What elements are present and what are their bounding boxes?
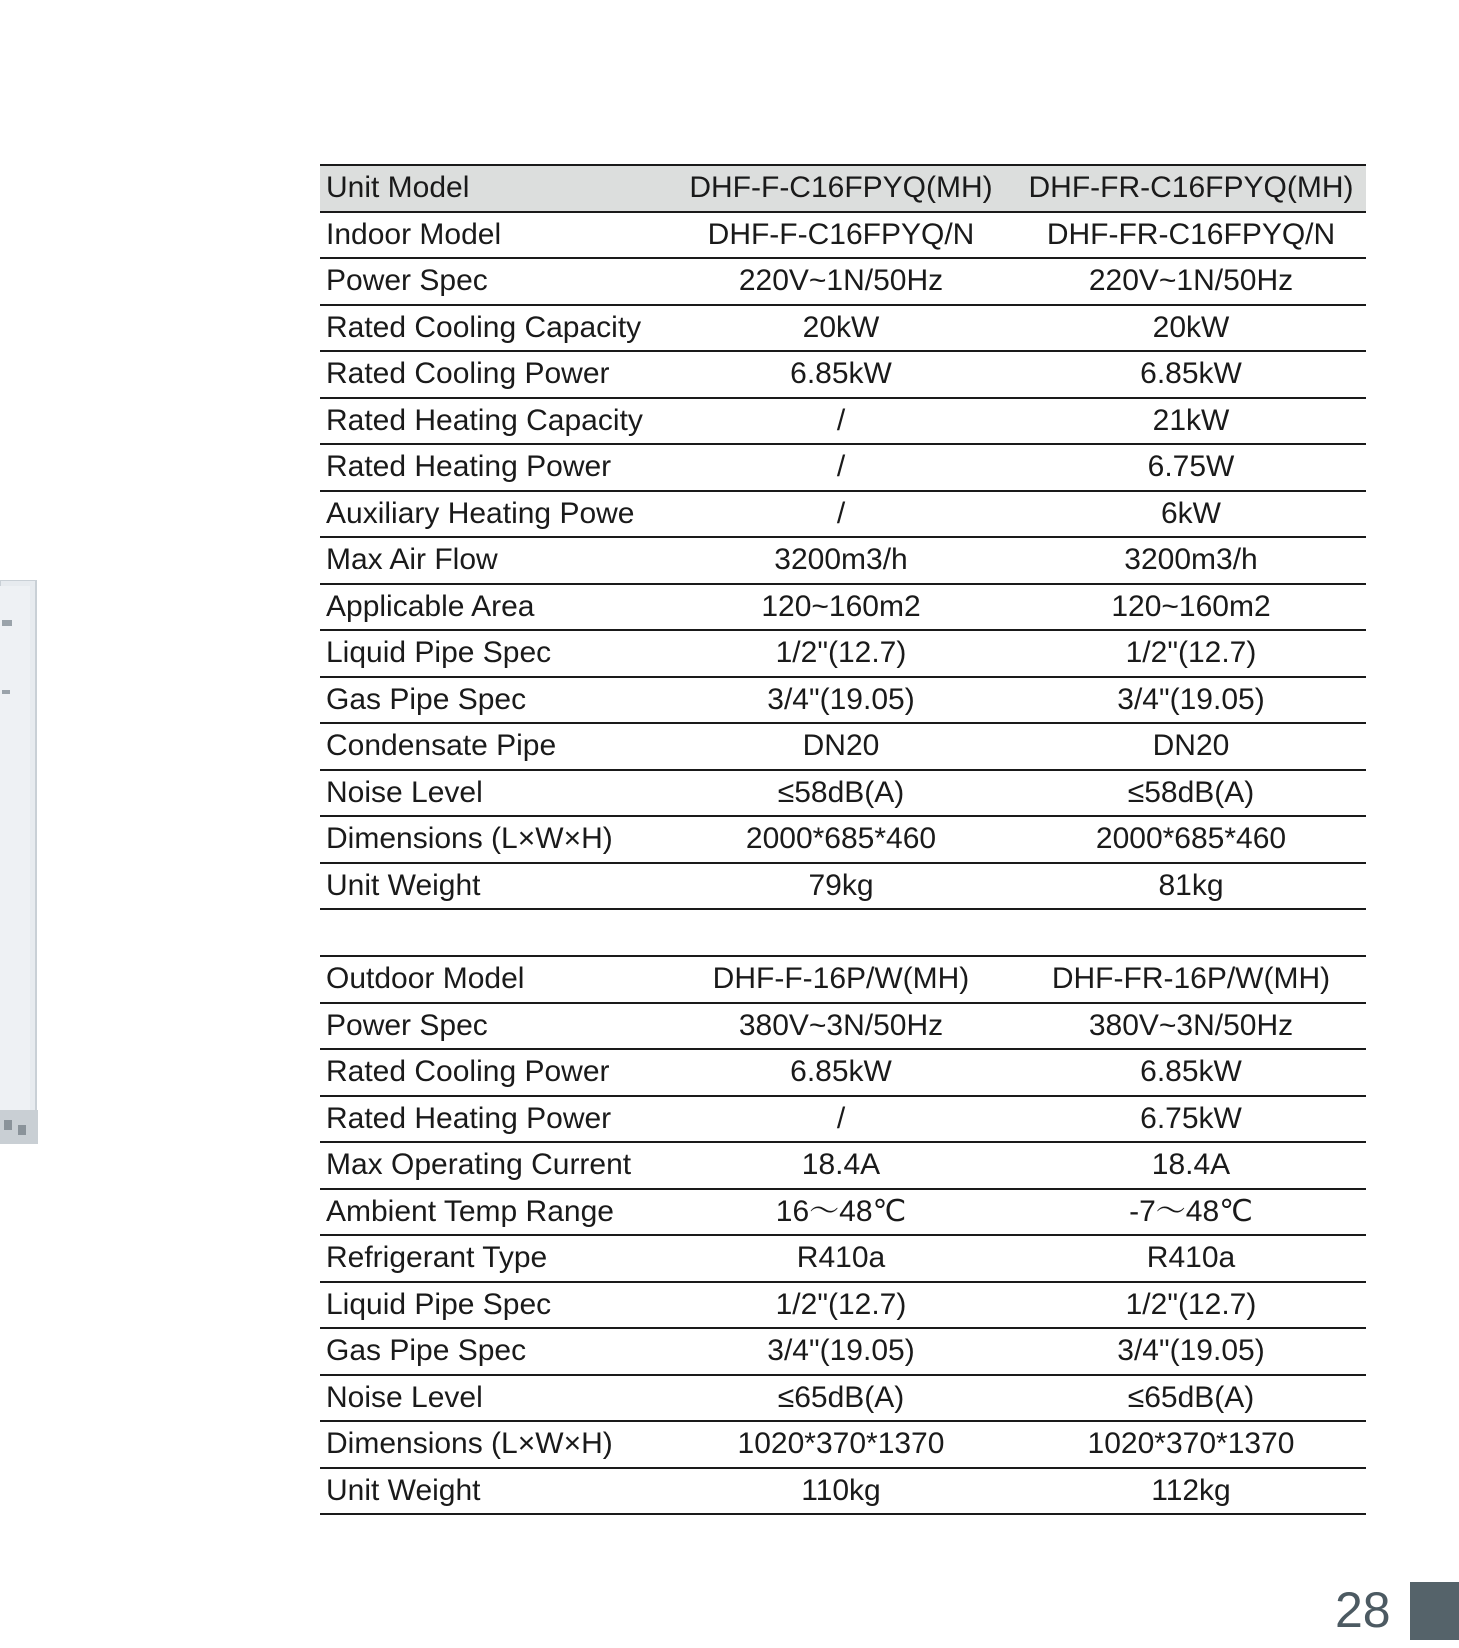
row-value-2: 3/4"(19.05)	[1016, 1328, 1366, 1375]
row-value-1: 3/4"(19.05)	[666, 677, 1016, 724]
row-value-1: /	[666, 1096, 1016, 1143]
table-row	[320, 537, 1366, 584]
row-value-1: 220V~1N/50Hz	[666, 258, 1016, 305]
table-row	[320, 1282, 1366, 1329]
table-row	[320, 1003, 1366, 1050]
row-label: Dimensions (L×W×H)	[320, 816, 666, 863]
row-value-2: 6.75kW	[1016, 1096, 1366, 1143]
row-label: Outdoor Model	[320, 956, 666, 1003]
row-label: Max Air Flow	[320, 537, 666, 584]
row-label: Unit Weight	[320, 863, 666, 910]
row-value-2: 21kW	[1016, 398, 1366, 445]
row-value-1: /	[666, 491, 1016, 538]
row-label: Rated Heating Power	[320, 444, 666, 491]
row-value-2: DN20	[1016, 723, 1366, 770]
table-row	[320, 305, 1366, 352]
table-row	[320, 1235, 1366, 1282]
row-label: Dimensions (L×W×H)	[320, 1421, 666, 1468]
table-row	[320, 444, 1366, 491]
row-label: Max Operating Current	[320, 1142, 666, 1189]
table-row	[320, 1421, 1366, 1468]
outdoor-spec-table	[320, 955, 1366, 1515]
row-value-1: 120~160m2	[666, 584, 1016, 631]
row-value-1: 1/2"(12.7)	[666, 1282, 1016, 1329]
row-label: Liquid Pipe Spec	[320, 1282, 666, 1329]
table-row	[320, 258, 1366, 305]
row-value-1: 3/4"(19.05)	[666, 1328, 1016, 1375]
row-value-2: 1/2"(12.7)	[1016, 1282, 1366, 1329]
unit-product-image	[0, 580, 40, 1170]
row-value-2: 6.75W	[1016, 444, 1366, 491]
table-row	[320, 863, 1366, 910]
row-value-1: R410a	[666, 1235, 1016, 1282]
row-label: Power Spec	[320, 1003, 666, 1050]
row-label: Rated Cooling Capacity	[320, 305, 666, 352]
row-value-1: 380V~3N/50Hz	[666, 1003, 1016, 1050]
row-value-1: 6.85kW	[666, 351, 1016, 398]
table-row	[320, 1328, 1366, 1375]
table-row	[320, 1189, 1366, 1236]
row-value-1: /	[666, 444, 1016, 491]
table-row	[320, 1375, 1366, 1422]
table-row	[320, 351, 1366, 398]
table-row	[320, 723, 1366, 770]
table-row	[320, 398, 1366, 445]
table-row	[320, 584, 1366, 631]
row-value-2: 1/2"(12.7)	[1016, 630, 1366, 677]
row-label: Gas Pipe Spec	[320, 1328, 666, 1375]
row-value-2: -7～48℃	[1016, 1189, 1366, 1236]
row-value-2: 2000*685*460	[1016, 816, 1366, 863]
table-row	[320, 1096, 1366, 1143]
row-value-2: 220V~1N/50Hz	[1016, 258, 1366, 305]
row-value-2: 6kW	[1016, 491, 1366, 538]
row-value-1: 18.4A	[666, 1142, 1016, 1189]
row-value-2: 18.4A	[1016, 1142, 1366, 1189]
row-value-1: 2000*685*460	[666, 816, 1016, 863]
row-value-1: DN20	[666, 723, 1016, 770]
header-label: Unit Model	[320, 165, 666, 212]
row-value-1: 6.85kW	[666, 1049, 1016, 1096]
row-label: Unit Weight	[320, 1468, 666, 1515]
row-value-2: 1020*370*1370	[1016, 1421, 1366, 1468]
row-label: Indoor Model	[320, 212, 666, 259]
row-label: Gas Pipe Spec	[320, 677, 666, 724]
row-value-1: 1/2"(12.7)	[666, 630, 1016, 677]
table-header-row	[320, 165, 1366, 212]
indoor-spec-table	[320, 164, 1366, 910]
row-label: Applicable Area	[320, 584, 666, 631]
row-value-1: DHF-F-16P/W(MH)	[666, 956, 1016, 1003]
row-value-2: ≤58dB(A)	[1016, 770, 1366, 817]
row-label: Liquid Pipe Spec	[320, 630, 666, 677]
table-row	[320, 1142, 1366, 1189]
row-label: Ambient Temp Range	[320, 1189, 666, 1236]
row-value-2: ≤65dB(A)	[1016, 1375, 1366, 1422]
row-value-1: /	[666, 398, 1016, 445]
row-value-2: 112kg	[1016, 1468, 1366, 1515]
row-value-1: 79kg	[666, 863, 1016, 910]
row-value-2: R410a	[1016, 1235, 1366, 1282]
row-value-2: 3200m3/h	[1016, 537, 1366, 584]
row-label: Condensate Pipe	[320, 723, 666, 770]
row-label: Noise Level	[320, 770, 666, 817]
row-value-1: 110kg	[666, 1468, 1016, 1515]
row-value-1: DHF-F-C16FPYQ/N	[666, 212, 1016, 259]
row-label: Rated Cooling Power	[320, 351, 666, 398]
row-label: Noise Level	[320, 1375, 666, 1422]
table-row	[320, 1049, 1366, 1096]
row-value-1: 20kW	[666, 305, 1016, 352]
header-model-2: DHF-FR-C16FPYQ(MH)	[1016, 165, 1366, 212]
row-value-2: DHF-FR-16P/W(MH)	[1016, 956, 1366, 1003]
page-tab-marker	[1410, 1582, 1459, 1640]
row-label: Rated Heating Power	[320, 1096, 666, 1143]
row-value-1: 16～48℃	[666, 1189, 1016, 1236]
row-value-2: 380V~3N/50Hz	[1016, 1003, 1366, 1050]
table-row	[320, 816, 1366, 863]
table-row	[320, 956, 1366, 1003]
row-value-1: ≤58dB(A)	[666, 770, 1016, 817]
row-value-2: 3/4"(19.05)	[1016, 677, 1366, 724]
table-row	[320, 212, 1366, 259]
row-value-2: 6.85kW	[1016, 351, 1366, 398]
row-label: Auxiliary Heating Powe	[320, 491, 666, 538]
table-row	[320, 491, 1366, 538]
row-value-2: 6.85kW	[1016, 1049, 1366, 1096]
table-row	[320, 1468, 1366, 1515]
row-value-2: 81kg	[1016, 863, 1366, 910]
table-row	[320, 677, 1366, 724]
row-value-2: DHF-FR-C16FPYQ/N	[1016, 212, 1366, 259]
header-model-1: DHF-F-C16FPYQ(MH)	[666, 165, 1016, 212]
row-value-1: 1020*370*1370	[666, 1421, 1016, 1468]
row-value-2: 120~160m2	[1016, 584, 1366, 631]
row-label: Refrigerant Type	[320, 1235, 666, 1282]
row-label: Rated Heating Capacity	[320, 398, 666, 445]
row-label: Power Spec	[320, 258, 666, 305]
row-label: Rated Cooling Power	[320, 1049, 666, 1096]
row-value-1: ≤65dB(A)	[666, 1375, 1016, 1422]
page-number: 28	[1335, 1582, 1391, 1638]
row-value-1: 3200m3/h	[666, 537, 1016, 584]
table-row	[320, 770, 1366, 817]
table-row	[320, 630, 1366, 677]
row-value-2: 20kW	[1016, 305, 1366, 352]
